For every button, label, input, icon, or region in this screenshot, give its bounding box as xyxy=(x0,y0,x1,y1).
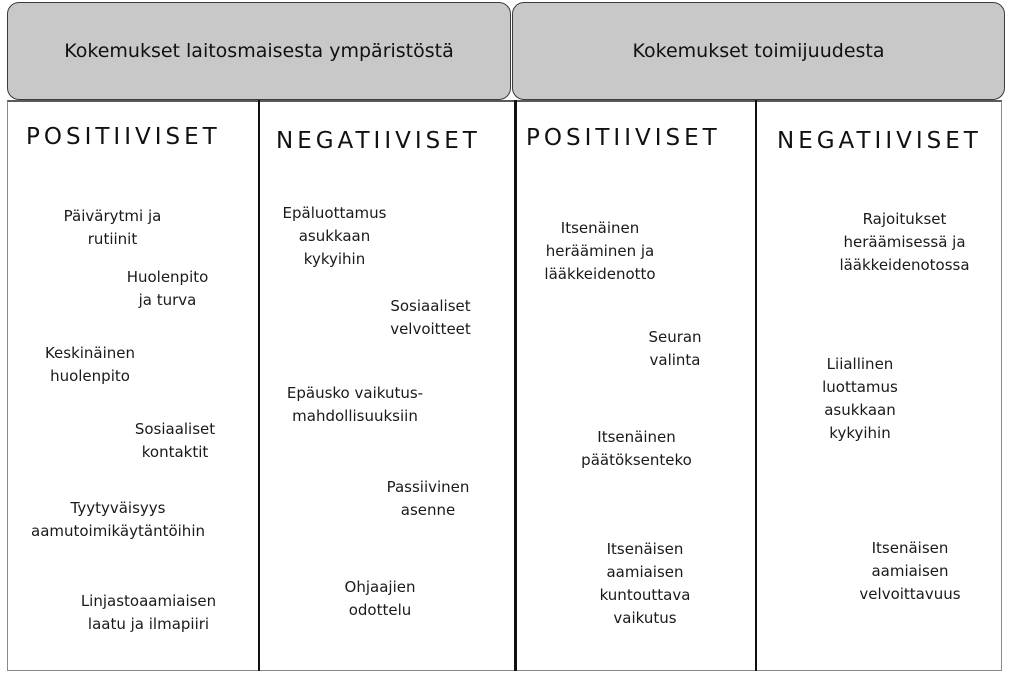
column-divider xyxy=(258,100,260,671)
list-item: Passiivinen asenne xyxy=(386,478,470,519)
list-item: Itsenäinen herääminen ja lääkkeidenotto xyxy=(544,219,656,283)
list-item: Sosiaaliset kontaktit xyxy=(134,420,216,461)
list-item: Itsenäinen päätöksenteko xyxy=(581,428,692,469)
list-item: Tyytyväisyys aamutoimikäytäntöihin xyxy=(31,499,205,540)
list-item: Itsenäisen aamiaisen velvoittavuus xyxy=(859,539,961,603)
header-agency-label: Kokemukset toimijuudesta xyxy=(632,40,885,62)
list-item: Seuran valinta xyxy=(648,328,702,369)
list-item: Linjastoaamiaisen laatu ja ilmapiiri xyxy=(80,592,217,633)
list-item: Huolenpito ja turva xyxy=(126,268,209,309)
list-item: Päivärytmi ja rutiinit xyxy=(63,207,162,248)
list-item: Liiallinen luottamus asukkaan kykyihin xyxy=(822,355,898,442)
column-heading-positive-2: POSITIIVISET xyxy=(526,125,721,151)
list-item: Itsenäisen aamiaisen kuntouttava vaikutus xyxy=(599,540,691,627)
header-institutional-environment-label: Kokemukset laitosmaisesta ympäristöstä xyxy=(64,40,454,62)
header-institutional-environment xyxy=(7,2,511,100)
list-item: Epäluottamus asukkaan kykyihin xyxy=(282,204,387,268)
column-heading-positive-1: POSITIIVISET xyxy=(26,124,221,150)
list-item: Epäusko vaikutus- mahdollisuuksiin xyxy=(286,384,424,425)
list-item: Ohjaajien odottelu xyxy=(344,578,416,619)
column-heading-negative-2: NEGATIIVISET xyxy=(777,128,982,154)
header-agency xyxy=(512,2,1005,100)
column-divider xyxy=(755,100,757,671)
list-item: Rajoitukset heräämisessä ja lääkkeidenotossa xyxy=(839,210,970,274)
list-item: Keskinäinen huolenpito xyxy=(44,344,136,385)
column-heading-negative-1: NEGATIIVISET xyxy=(276,128,481,154)
section-divider xyxy=(514,100,517,671)
list-item: Sosiaaliset velvoitteet xyxy=(390,297,471,338)
